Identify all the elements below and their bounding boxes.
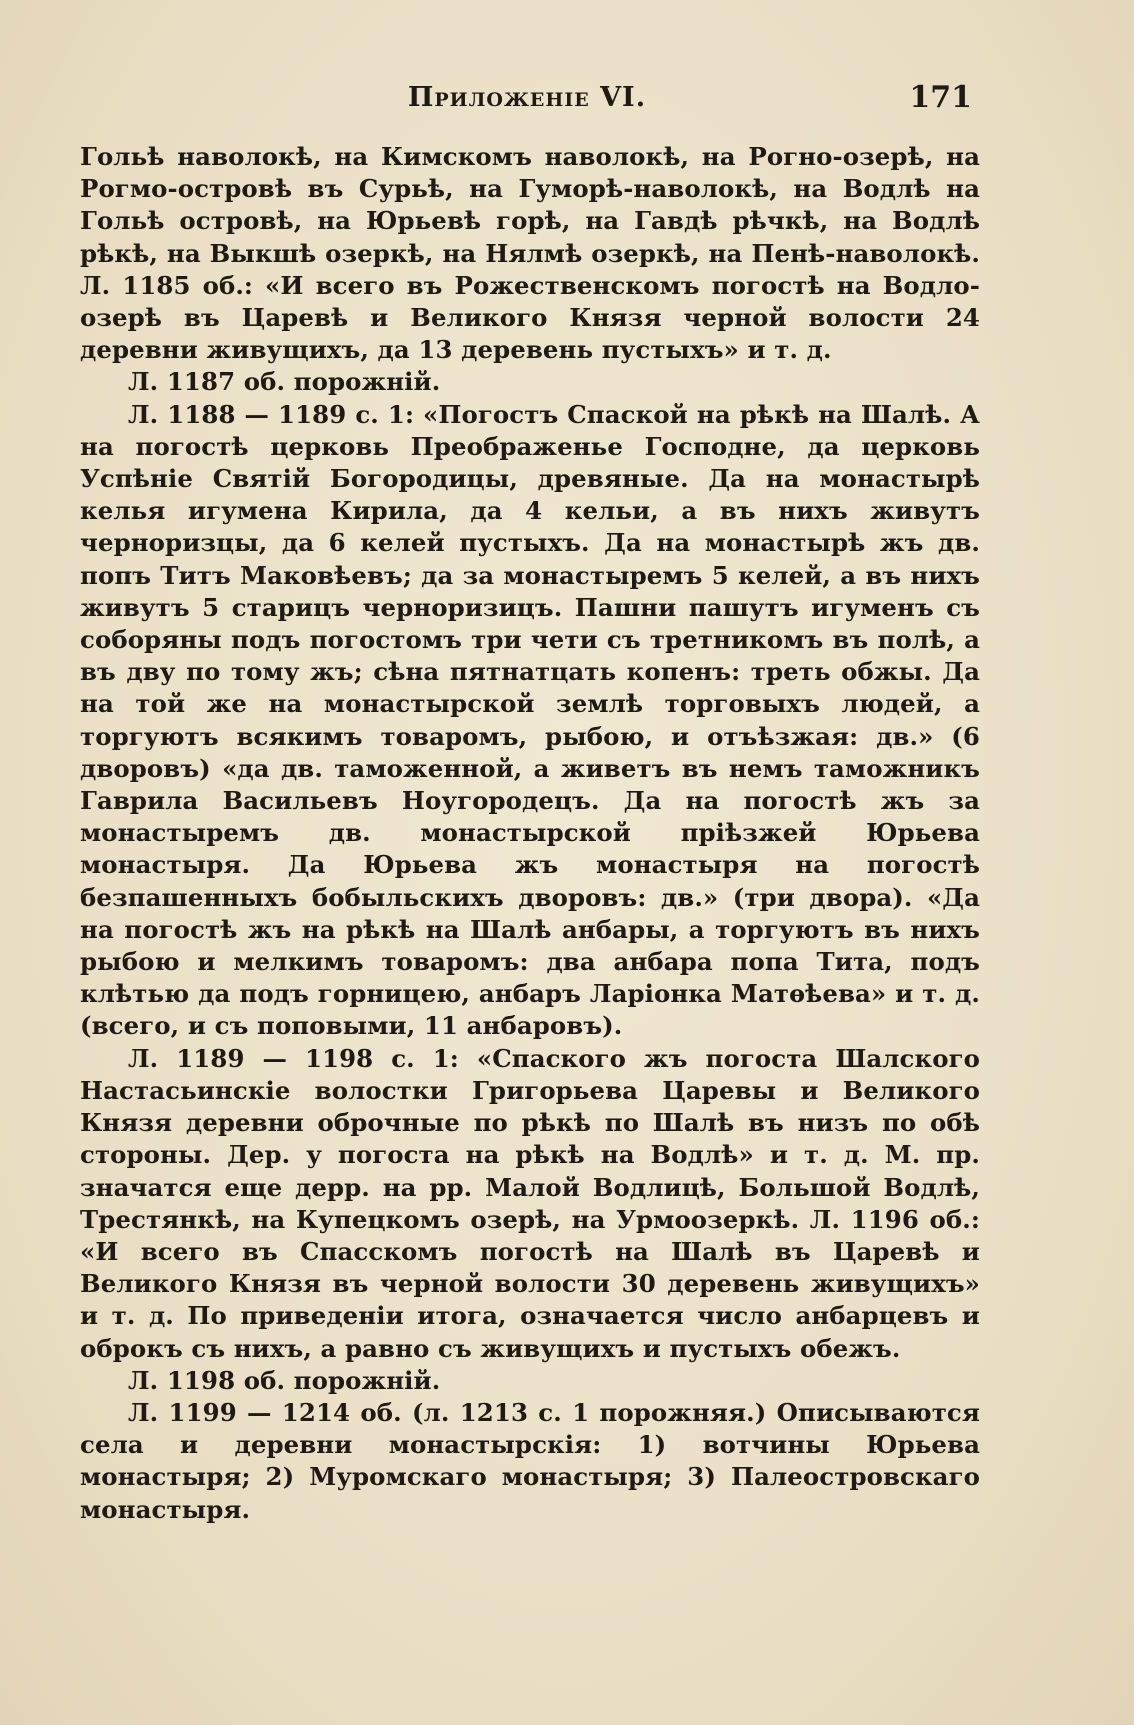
paragraph: Л. 1199 — 1214 об. (л. 1213 с. 1 порожняя.) Описываются села и деревни монастырскія: 1) вотчины Юрьева монастыря; 2) Муромскаго монастыря; 3) Палеостровскаго монастыря. bbox=[80, 1397, 980, 1524]
running-title: Приложеніе VI. bbox=[407, 82, 647, 113]
paragraph: Л. 1187 об. порожній. bbox=[128, 367, 441, 397]
body-text bbox=[80, 141, 980, 1526]
paragraph: Гольѣ наволокѣ, на Кимскомъ наволокѣ, на Рогно-озерѣ, на Рогмо-островѣ въ Сурьѣ, на Гуморѣ-наволокѣ, на Водлѣ на Гольѣ островѣ, на Юрьевѣ горѣ, на Гавдѣ рѣчкѣ, на Водлѣ рѣкѣ, на Выкшѣ озеркѣ, на Нялмѣ озеркѣ, на Пенѣ-наволокѣ. Л. 1185 об.: «И всего въ Рожественскомъ погостѣ на Водло-озерѣ въ Царевѣ и Великого Князя черной волости 24 деревни живущихъ, да 13 деревень пустыхъ» и т. д. bbox=[80, 142, 980, 365]
paragraph: Л. 1189 — 1198 с. 1: «Спаского жъ погоста Шалского Настасьинскіе волостки Григорьева Царевы и Великого Князя деревни оброчные по рѣкѣ по Шалѣ въ низъ по обѣ стороны. Дер. у погоста на рѣкѣ на Водлѣ» и т. д. М. пр. значатся еще дерр. на рр. Малой Водлицѣ, Большой Водлѣ, Трестянкѣ, на Купецкомъ озерѣ, на Урмоозеркѣ. Л. 1196 об.: «И всего въ Спасскомъ погостѣ на Шалѣ въ Царевѣ и Великого Князя въ черной волости 30 деревень живущихъ» и т. д. По приведеніи итога, означается число анбарцевъ и оброкъ съ нихъ, а равно съ живущихъ и пустыхъ обежъ. bbox=[80, 1043, 980, 1363]
paragraph: Л. 1188 — 1189 с. 1: «Погостъ Спаской на рѣкѣ на Шалѣ. А на погостѣ церковь Преображенье Господне, да церковь Успѣніе Святій Богородицы, древяные. Да на монастырѣ келья игумена Кирила, да 4 кельи, а въ нихъ живутъ черноризцы, да 6 келей пустыхъ. Да на монастырѣ жъ дв. попъ Титъ Маковѣевъ; да за монастыремъ 5 келей, а въ нихъ живутъ 5 старицъ черноризицъ. Пашни пашутъ игуменъ съ соборяны подъ погостомъ три чети съ третникомъ въ полѣ, а въ дву по тому жъ; сѣна пятнатцать копенъ: треть обжы. Да на той же на монастырской землѣ торговыхъ людей, а торгуютъ всякимъ товаромъ, рыбою, и отъѣзжая: дв.» (6 дворовъ) «да дв. таможенной, а живетъ въ немъ таможникъ Гаврила Васильевъ Ноугородецъ. Да на погостѣ жъ за монастыремъ дв. монастырской пріѣзжей Юрьева монастыря. Да Юрьева жъ монастыря на погостѣ безпашенныхъ бобыльскихъ дворовъ: дв.» (три двора). «Да на погостѣ жъ на рѣкѣ на Шалѣ анбары, а торгуютъ въ нихъ рыбою и мелкимъ товаромъ: два анбара попа Тита, подъ клѣтью да подъ горницею, анбаръ Ларіонка Матѳѣева» и т. д. (всего, и съ поповыми, 11 анбаровъ). bbox=[80, 399, 980, 1041]
paragraph: Л. 1198 об. порожній. bbox=[128, 1365, 441, 1395]
running-head bbox=[82, 82, 972, 122]
page-number: 171 bbox=[909, 80, 972, 115]
